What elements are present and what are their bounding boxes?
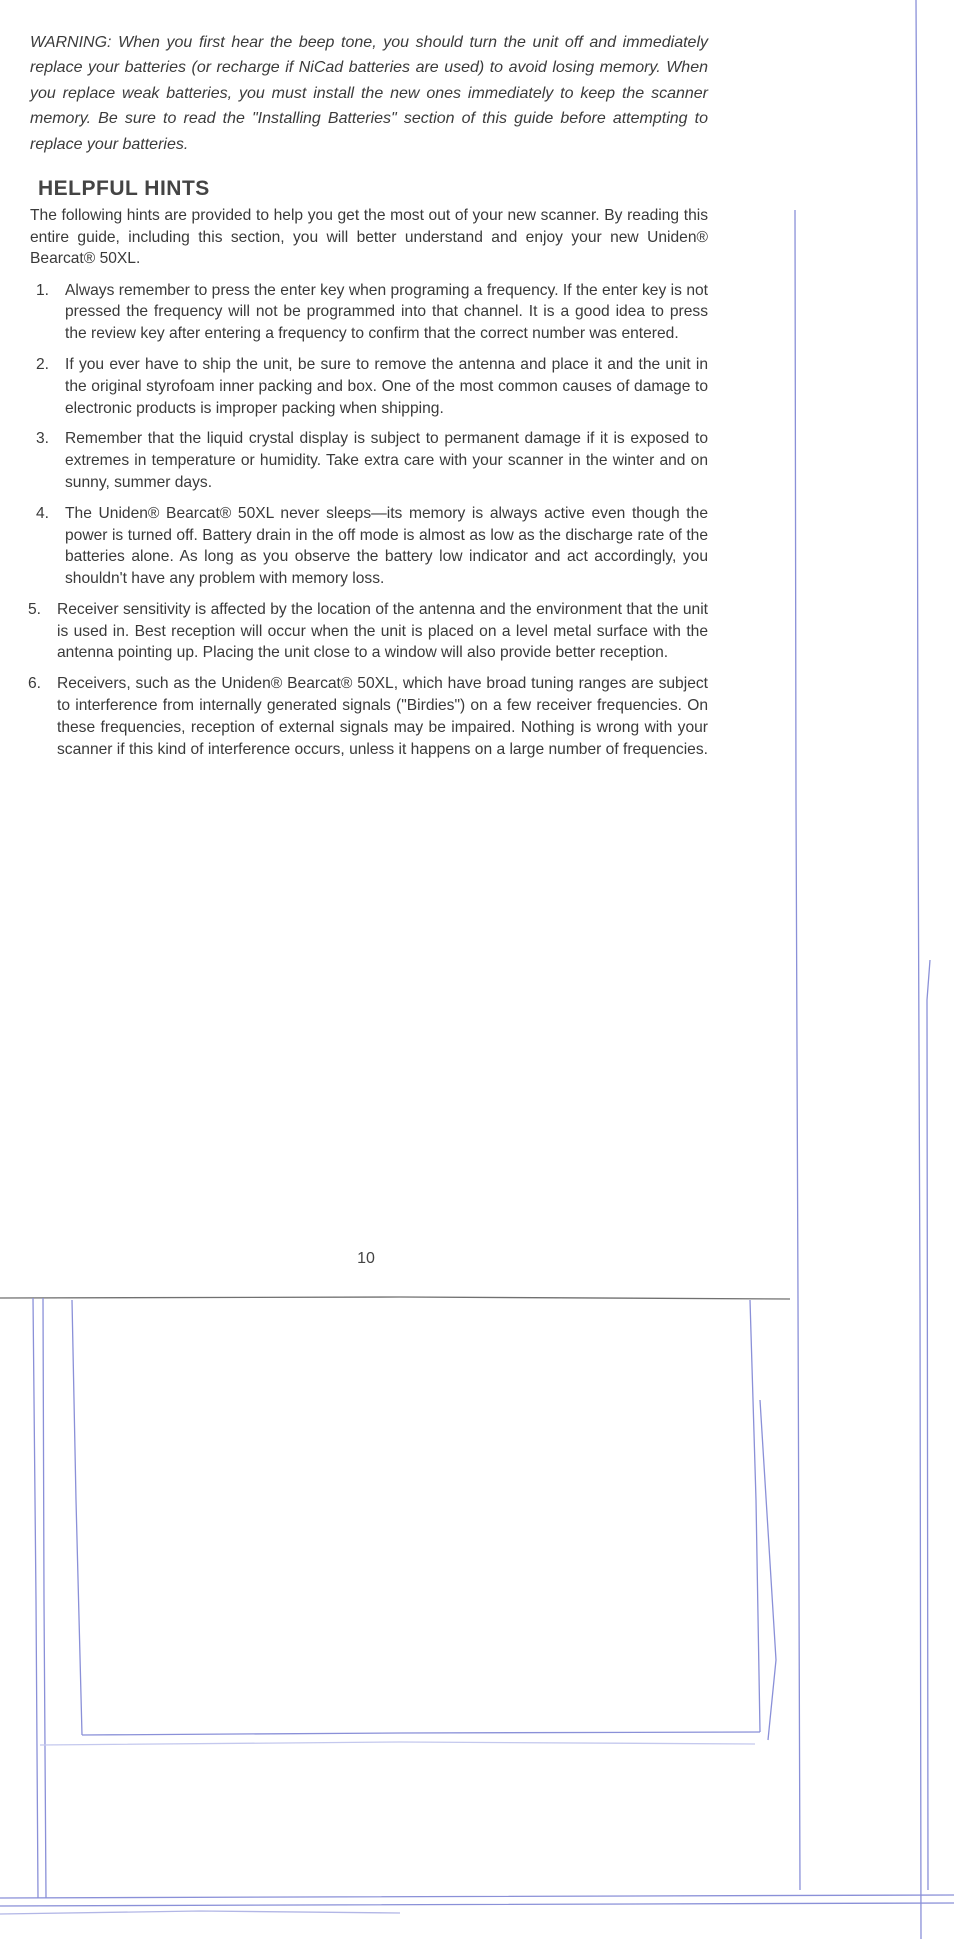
hint-item-6	[30, 673, 708, 760]
lower-frame-left-1	[33, 1298, 38, 1898]
hint-text: Remember that the liquid crystal display is subject to permanent damage if it is exposed to extremes in temperature or humidity. Take extra care with your scanner in the winter and on sunny, summer days.	[65, 430, 708, 491]
hint-text: Always remember to press the enter key when programing a frequency. If the enter key is not pressed the frequency will not be programmed into that channel. It is a good idea to press the review key after entering a frequency to confirm that the correct number was entered.	[65, 281, 708, 343]
hint-number: 6.	[28, 675, 42, 693]
intro-paragraph: The following hints are provided to help you get the most out of your new scanner. By reading this entire guide, including this section, you will better understand and enjoy your new Uniden® Bearcat® 50XL.	[30, 207, 708, 268]
hint-text: The Uniden® Bearcat® 50XL never sleeps—its memory is always active even though the power is turned off. Battery drain in the off mode is almost as low as the discharge rate of the batteries alone. As long as you observe the battery low indicator and act accordingly, you shouldn't have any problem with memory loss.	[65, 504, 708, 588]
right-edge-line-outer	[916, 0, 921, 1939]
page-bottom-rule	[0, 1297, 790, 1299]
hint-text: If you ever have to ship the unit, be sure to remove the antenna and place it and the unit in the original styrofoam inner packing and box. One of the most common causes of damage to electronic products is improper packing when shipping.	[65, 355, 708, 417]
hints-list	[30, 280, 708, 761]
hint-text: Receiver sensitivity is affected by the location of the antenna and the environment that the unit is used in. Best reception will occur when the unit is placed on a level metal surface with the antenna pointing up. Placing the unit close to a window will also provide better reception.	[57, 600, 708, 662]
hint-number: 1.	[36, 281, 50, 299]
inner-frame-left	[72, 1300, 82, 1735]
right-edge-line-inner	[927, 960, 930, 1890]
page-content	[30, 30, 708, 769]
hint-number: 5.	[28, 600, 42, 618]
hint-item-1	[30, 280, 708, 345]
hint-item-3	[30, 428, 708, 493]
hint-number: 4.	[36, 504, 50, 522]
bottom-edge-line-3	[0, 1911, 400, 1914]
hint-text: Receivers, such as the Uniden® Bearcat® 50XL, which have broad tuning ranges are subject to interference from internally generated signals ("Birdies") on a few receiver frequencies. On these frequencies, reception of external signals may be impaired. Nothing is wrong with your scanner if this kind of interference occurs, unless it happens on a large number of frequencies.	[57, 675, 708, 758]
warning-paragraph: WARNING: When you first hear the beep tone, you should turn the unit off and immediately replace your batteries (or recharge if NiCad batteries are used) to avoid losing memory. When you replace weak batteries, you must install the new ones immediately to keep the scanner memory. Be sure to read the "Installing Batteries" section of this guide before attempting to replace your batteries.	[30, 34, 708, 153]
hint-item-4	[30, 503, 708, 590]
page-number: 10	[357, 1250, 375, 1267]
divider-line	[795, 210, 800, 1890]
inner-frame-right	[750, 1300, 760, 1732]
bottom-edge-line-2	[0, 1903, 954, 1906]
hint-number: 2.	[36, 355, 50, 373]
inner-frame-right-curve	[760, 1400, 776, 1740]
lower-frame-left-2	[43, 1298, 46, 1898]
hint-item-5	[30, 599, 708, 664]
hint-item-2	[30, 354, 708, 419]
bottom-edge-line-1	[0, 1895, 954, 1898]
inner-frame-bottom	[82, 1732, 760, 1735]
section-heading: HELPFUL HINTS	[38, 177, 210, 201]
hint-number: 3.	[36, 430, 50, 448]
inner-shadow-line	[40, 1742, 755, 1745]
